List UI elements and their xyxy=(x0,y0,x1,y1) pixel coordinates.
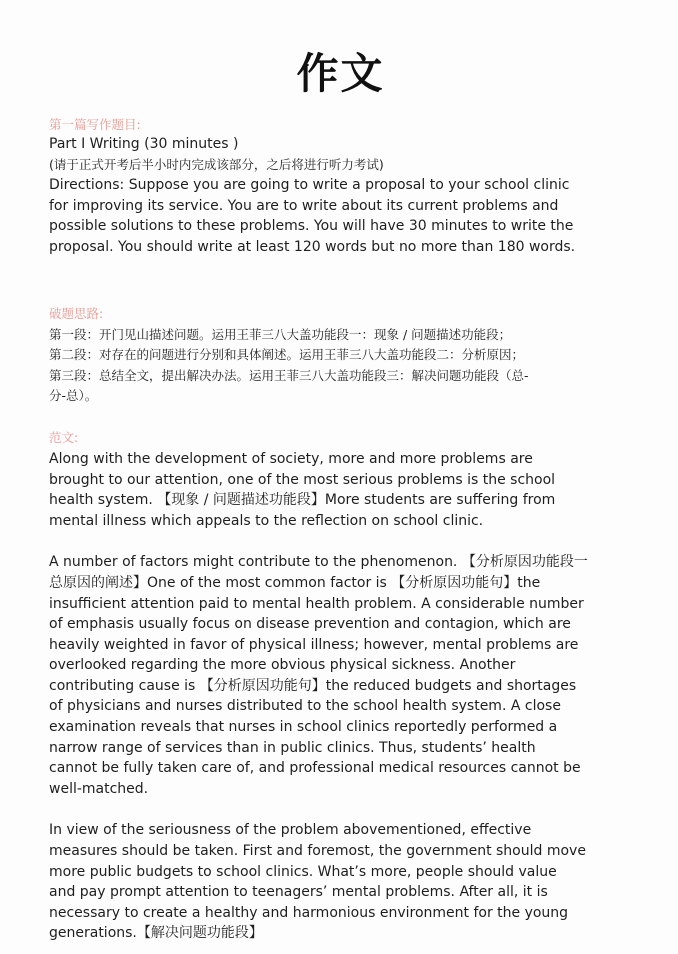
section-label-sample: 范文: xyxy=(49,429,79,445)
essay-paragraph xyxy=(49,552,632,799)
essay-line: In view of the seriousness of the problem abovementioned, effective xyxy=(49,822,532,839)
section-label-approach: 破题思路: xyxy=(49,305,104,321)
approach-line: 第二段：对存在的问题进行分别和具体阐述。运用王菲三八大盖功能段二：分析原因； xyxy=(49,347,525,363)
essay-line: 总原因的阐述】One of the most common factor is 【分析原因功能句】the xyxy=(49,574,541,591)
essay-line: of physicians and nurses distributed to the school health system. A close xyxy=(49,698,561,715)
essay-line: insufficient attention paid to mental health problem. A considerable number xyxy=(49,595,584,612)
task-line: for improving its service. You are to write about its current problems and xyxy=(49,197,559,214)
sample-essay-section xyxy=(49,429,632,944)
essay-line: generations.【解决问题功能段】 xyxy=(49,925,263,942)
essay-line: contributing cause is 【分析原因功能句】the reduced budgets and shortages xyxy=(49,677,577,694)
task-line: possible solutions to these problems. You will have 30 minutes to write the xyxy=(49,218,574,235)
approach-line: 第一段：开门见山描述问题。运用王菲三八大盖功能段一：现象 / 问题描述功能段； xyxy=(49,326,512,342)
approach-section xyxy=(49,305,632,407)
essay-line: of emphasis usually focus on disease prevention and contagion, which are xyxy=(49,616,571,633)
essay-line: more public budgets to school clinics. What’s more, people should value xyxy=(49,863,557,880)
task-line: Part I Writing (30 minutes ) xyxy=(49,136,239,152)
writing-task-section xyxy=(49,116,632,258)
task-line: proposal. You should write at least 120 words but no more than 180 words. xyxy=(49,238,576,255)
essay-line: heavily weighted in favor of physical illness; however, mental problems are xyxy=(49,636,579,653)
essay-line: brought to our attention, one of the most serious problems is the school xyxy=(49,471,556,488)
essay-line: well-matched. xyxy=(49,780,149,797)
essay-line: mental illness which appeals to the reflection on school clinic. xyxy=(49,512,484,529)
essay-line: A number of factors might contribute to the phenomenon. 【分析原因功能段一 xyxy=(49,554,588,571)
essay-line: measures should be taken. First and foremost, the government should move xyxy=(49,843,586,860)
essay-paragraph xyxy=(49,449,632,531)
essay-line: overlooked regarding the more obvious physical sickness. Another xyxy=(49,657,516,674)
task-line: (请于正式开考后半小时内完成该部分，之后将进行听力考试) xyxy=(49,156,384,172)
essay-line: health system. 【现象 / 问题描述功能段】More students are suffering from xyxy=(49,492,556,509)
task-line: Directions: Suppose you are going to write a proposal to your school clinic xyxy=(49,177,570,194)
essay-line: narrow range of services than in public clinics. Thus, students’ health xyxy=(49,739,536,756)
page-title: 作文 xyxy=(296,49,385,98)
section-label-task: 第一篇写作题目: xyxy=(49,117,141,132)
essay-line: necessary to create a healthy and harmonious environment for the young xyxy=(49,904,569,921)
approach-line: 第三段：总结全文，提出解决办法。运用王菲三八大盖功能段三：解决问题功能段（总- xyxy=(49,367,529,383)
essay-line: and pay prompt attention to teenagers’ mental problems. After all, it is xyxy=(49,884,548,901)
approach-line: 分-总）。 xyxy=(49,388,98,404)
essay-paragraph xyxy=(49,820,632,944)
essay-line: cannot be fully taken care of, and professional medical resources cannot be xyxy=(49,760,581,777)
essay-line: examination reveals that nurses in school clinics reportedly performed a xyxy=(49,719,558,736)
essay-line: Along with the development of society, more and more problems are xyxy=(49,450,533,467)
